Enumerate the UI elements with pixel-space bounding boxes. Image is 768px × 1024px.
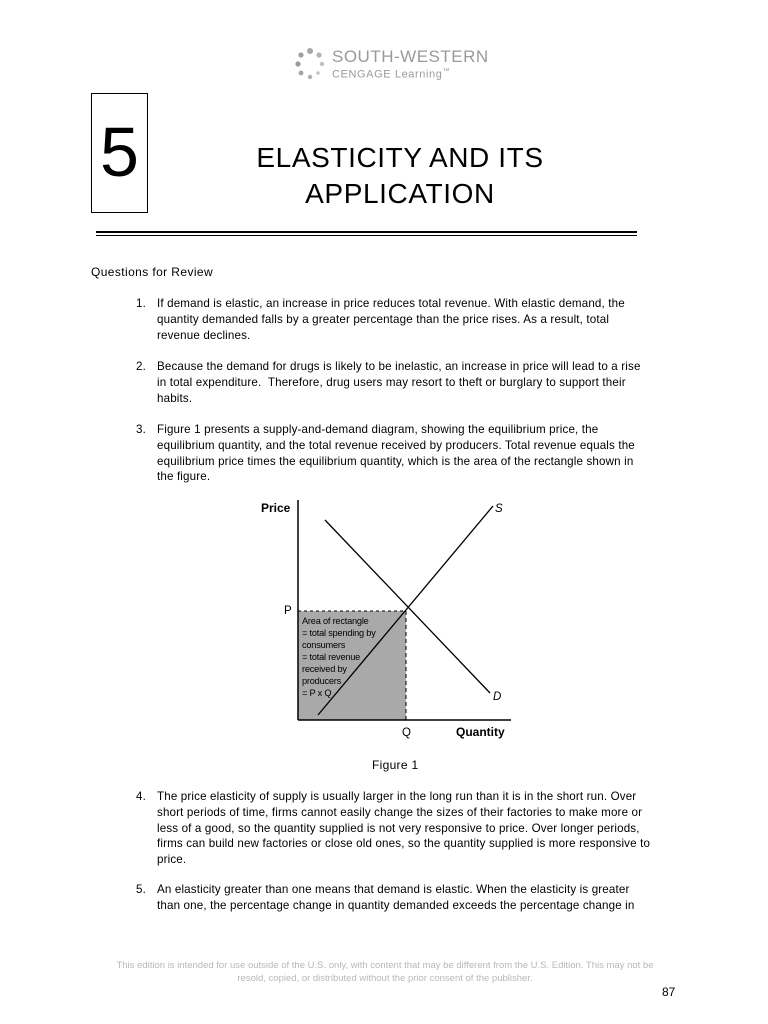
annotation-line: Area of rectangle [302,616,369,626]
item-text [157,422,687,485]
annotation-line: = total revenue [302,652,361,662]
annotation-line: = total spending by [302,628,376,638]
item-line: Because the demand for drugs is likely to be inelastic, an increase in price will lead to a rise [157,360,641,373]
item-text [157,882,687,914]
section-heading: Questions for Review [91,265,214,279]
item-line: revenue declines. [157,328,251,342]
supply-label: S [495,503,503,515]
item-text [157,789,687,868]
page-number: 87 [662,985,676,999]
figure-caption: Figure 1 [372,758,419,772]
item-line: habits. [157,391,193,405]
item-number: 4. [136,790,146,803]
annotation-line: producers [302,676,342,686]
demand-label: D [493,691,502,703]
y-axis-label: Price [261,501,291,515]
item-line: If demand is elastic, an increase in price reduces total revenue. With elastic demand, the [157,297,625,310]
price-mark: P [284,605,292,617]
item-line: The price elasticity of supply is usually larger in the long run than it is in the short run. Over [157,790,637,803]
cengage-logo-icon [292,46,328,82]
item-text [157,359,687,406]
item-line: equilibrium quantity, and the total revenue received by producers. Total revenue equals the [157,438,635,452]
title-divider-thin [96,235,637,236]
item-line: Figure 1 presents a supply-and-demand diagram, showing the equilibrium price, the [157,423,599,436]
publisher-imprint: CENGAGE Learning™ [332,68,451,81]
annotation-line: consumers [302,640,346,650]
chapter-title [200,140,600,212]
chapter-number: 5 [100,113,139,191]
item-line: short periods of time, firms cannot easily change the sizes of their factories to make more or [157,805,643,819]
item-number: 1. [136,297,146,310]
title-divider-thick [96,231,637,233]
chapter-title-line2: APPLICATION [305,178,495,209]
edition-notice-line2: resold, copied, or distributed without the prior consent of the publisher. [237,972,533,984]
item-line: price. [157,853,187,867]
item-line: the figure. [157,470,211,484]
publisher-name: SOUTH-WESTERN [332,47,489,66]
item-line: An elasticity greater than one means that demand is elastic. When the elasticity is greater [157,883,630,896]
edition-notice-line1: This edition is intended for use outside of the U.S. only, with content that may be different from the U.S. Edition. This may not be [116,960,654,971]
annotation-line: = P x Q [302,688,332,698]
annotation-line: received by [302,664,347,674]
item-number: 3. [136,423,146,436]
item-line: in total expenditure. Therefore, drug users may resort to theft or burglary to support their [157,375,626,389]
item-number: 5. [136,883,146,896]
item-text [157,296,687,343]
x-axis-label: Quantity [456,725,505,739]
supply-demand-diagram [255,497,515,742]
quantity-mark: Q [402,727,411,739]
item-line: equilibrium price times the equilibrium quantity, which is the area of the rectangle shown in [157,454,634,468]
chapter-title-line1: ELASTICITY AND ITS [256,142,544,173]
item-line: quantity demanded falls by a greater percentage than the price rises. As a result, total [157,312,610,326]
item-line: firms can build new factories or close old ones, so the quantity supplied is more responsive to [157,837,651,851]
chapter-number-box [91,93,148,213]
item-line: than one, the percentage change in quantity demanded exceeds the percentage change in [157,898,635,912]
item-number: 2. [136,360,146,373]
edition-notice [90,960,680,985]
item-line: less of a good, so the quantity supplied is not very responsive to price. Over longer periods, [157,821,640,835]
